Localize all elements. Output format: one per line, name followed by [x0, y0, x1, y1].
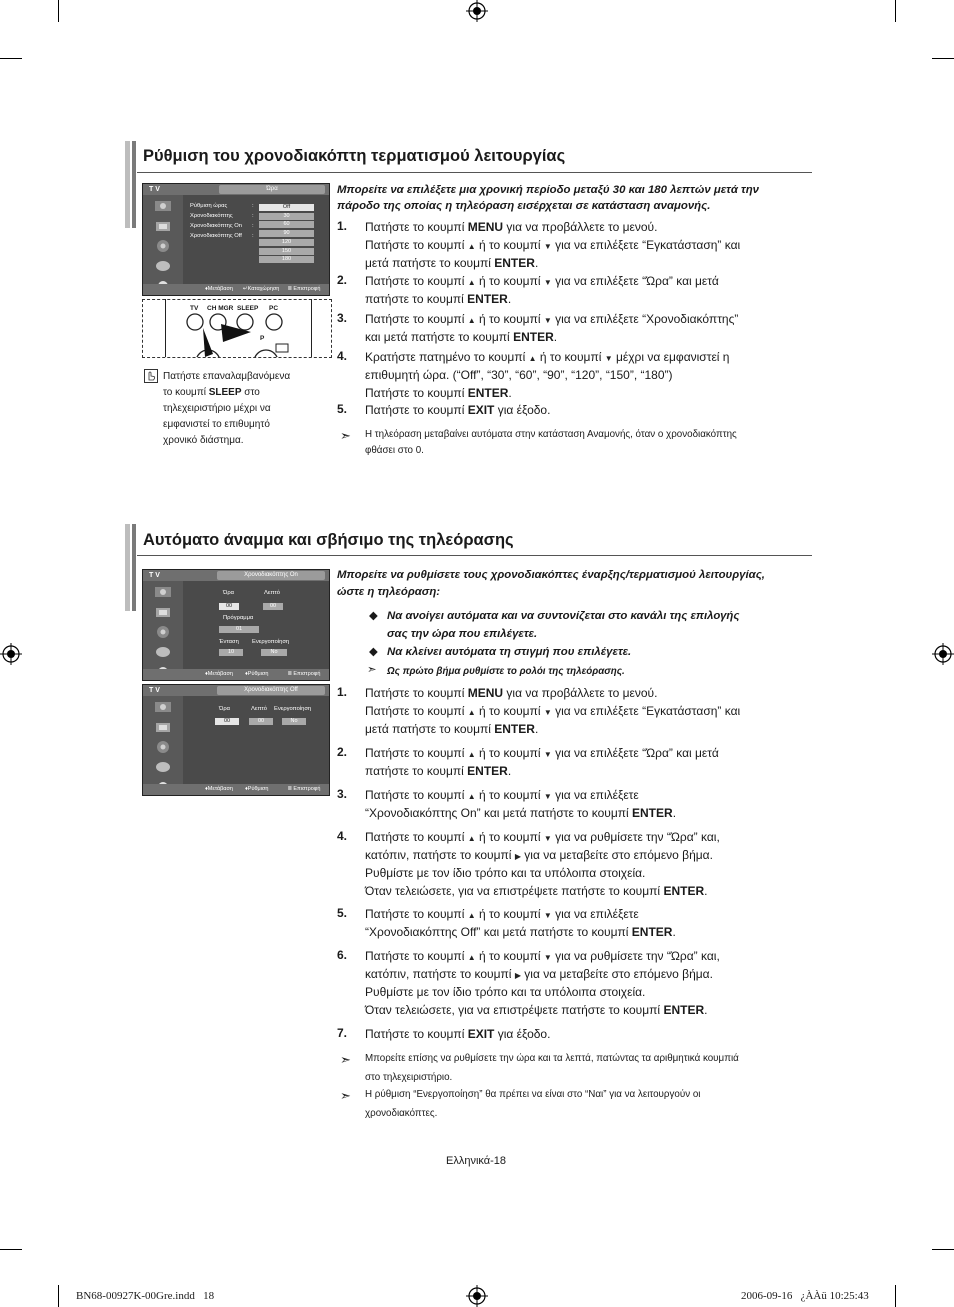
- channel-icon: [154, 740, 172, 754]
- hand-pointer-icon: [144, 369, 158, 383]
- osd-minute-value: 00: [263, 603, 283, 610]
- section-title-auto-on-off: Αυτόματο άναμμα και σβήσιμο της τηλεόρασης: [143, 531, 514, 549]
- step-text: κατόπιν, πατήστε το κουμπί ▶ για να μεταβείτε στο επόμενο βήμα.: [365, 967, 713, 981]
- step-text: Πατήστε το κουμπί ▲ ή το κουμπί ▼ για να επιλέξετε: [365, 907, 639, 921]
- note-text: χρονοδιακόπτες.: [365, 1108, 438, 1119]
- page-number: Ελληνικά-18: [446, 1155, 507, 1167]
- crop-mark: [932, 1249, 954, 1250]
- remote-buttons-icon: [183, 312, 333, 357]
- note-text: Η ρύθμιση “Ενεργοποίηση” θα πρέπει να είναι στο “Ναι” για να λειτουργούν οι: [365, 1089, 701, 1100]
- step-text: Πατήστε το κουμπί EXIT για έξοδο.: [365, 1027, 551, 1041]
- osd-footer-adjust: ♦Ρύθμιση: [245, 786, 269, 792]
- remote-label-sleep: SLEEP: [237, 305, 259, 312]
- channel-icon: [154, 239, 172, 253]
- hint-text: εμφανιστεί το επιθυμητό: [163, 419, 270, 430]
- step-text: Πατήστε το κουμπί ▲ ή το κουμπί ▼ για να επιλέξετε: [365, 788, 639, 802]
- osd-activation-value: No: [282, 718, 306, 725]
- registration-mark-icon: [0, 643, 22, 665]
- intro-text: Μπορείτε να επιλέξετε μια χρονική περίοδο μεταξύ 30 και 180 λεπτών μετά την: [337, 184, 760, 196]
- osd-row-label: Χρονοδιακόπτης On: [190, 223, 242, 229]
- step-text: Πατήστε το κουμπί EXIT για έξοδο.: [365, 403, 551, 417]
- osd-volume-label: Ένταση: [219, 639, 239, 645]
- osd-footer-move: ♦Μετάβαση: [205, 786, 233, 792]
- hint-text: χρονικό διάστημα.: [163, 435, 244, 446]
- step-text: Πατήστε το κουμπί MENU για να προβάλλετε το μενού.: [365, 220, 658, 234]
- slug-filename: BN68-00927K-00Gre.indd 18: [76, 1290, 215, 1302]
- note-arrow-icon: ➣: [367, 664, 377, 676]
- intro-text: ώστε η τηλεόραση:: [337, 586, 441, 598]
- note-text: φθάσει στο 0.: [365, 445, 424, 456]
- section-divider: [137, 555, 812, 556]
- step-number: 5.: [337, 906, 348, 920]
- hint-text: Πατήστε επαναλαμβανόμενα: [163, 371, 291, 382]
- osd-option: 60: [259, 221, 314, 228]
- osd-footer-adjust: ♦Ρύθμιση: [245, 671, 269, 677]
- osd-option: 180: [259, 256, 314, 263]
- channel-icon: [154, 625, 172, 639]
- first-step-note: Ως πρώτο βήμα ρυθμίστε το ρολόι της τηλεόρασης.: [387, 666, 625, 677]
- note-arrow-icon: ➣: [340, 428, 351, 443]
- registration-mark-icon: [466, 0, 488, 22]
- step-number: 3.: [337, 787, 348, 801]
- bullet-diamond-icon: ◆: [369, 610, 378, 622]
- crop-mark: [0, 1249, 22, 1250]
- osd-option: 90: [259, 230, 314, 237]
- osd-row-label: Χρονοδιακόπτης Off: [190, 233, 242, 239]
- crop-mark: [895, 1285, 896, 1307]
- setup-icon: [154, 645, 172, 659]
- osd-option: 30: [259, 213, 314, 220]
- slug-date: 2006-09-16 ¿ÀÀü 10:25:43: [741, 1290, 869, 1302]
- osd-timer-off-menu: [142, 684, 330, 796]
- hint-text: το κουμπί SLEEP στο: [163, 387, 260, 398]
- osd-option: Off: [259, 204, 314, 211]
- remote-label-pc: PC: [269, 305, 279, 312]
- osd-title: Χρονοδιακόπτης Off: [217, 686, 325, 695]
- bullet-text: Να κλείνει αυτόματα τη στιγμή που επιλέγετε.: [387, 646, 632, 658]
- sound-icon: [154, 720, 172, 734]
- step-text: Όταν τελειώσετε, για να επιστρέψετε πατήστε το κουμπί ENTER.: [365, 1003, 708, 1017]
- setup-icon: [154, 259, 172, 273]
- step-text: μετά πατήστε το κουμπί ENTER.: [365, 722, 539, 736]
- section-marker-bar: [125, 524, 130, 611]
- note-text: Η τηλεόραση μεταβαίνει αυτόματα στην κατάσταση Αναμονής, όταν ο χρονοδιακόπτης: [365, 429, 737, 440]
- osd-activation-value: No: [261, 649, 287, 656]
- osd-minute-label: Λεπτό: [264, 590, 280, 596]
- step-text: Ρυθμίστε με τον ίδιο τρόπο και τα υπόλοιπα στοιχεία.: [365, 866, 646, 880]
- osd-hour-label: Ώρα: [219, 706, 231, 712]
- hint-text: τηλεχειριστήριο μέχρι να: [163, 403, 271, 414]
- step-number: 1.: [337, 219, 348, 233]
- step-text: Όταν τελειώσετε, για να επιστρέψετε πατήστε το κουμπί ENTER.: [365, 884, 708, 898]
- osd-minute-value: 00: [249, 718, 273, 725]
- remote-label-p: P: [260, 335, 265, 342]
- step-number: 3.: [337, 311, 348, 325]
- remote-label-ch-mgr: CH MGR: [207, 305, 234, 312]
- crop-mark: [895, 0, 896, 22]
- osd-timer-on-menu: [142, 569, 330, 681]
- osd-footer-move: ♦Μετάβαση: [205, 671, 233, 677]
- osd-hour-value: 00: [219, 603, 239, 610]
- note-text: στο τηλεχειριστήριο.: [365, 1072, 453, 1083]
- osd-time-menu: T V Ώρα Ρύθμιση ώρας Χρονοδιακόπτης Χρονοδιακόπτης On Χρονοδιακόπτης Off : : : : ♦Μετάβαση ↵Καταχώρηση Ⅲ Επιστροφή Off 30 60 90 120 150 180: [142, 183, 330, 296]
- step-text: και μετά πατήστε το κουμπί ENTER.: [365, 330, 558, 344]
- sound-icon: [154, 605, 172, 619]
- osd-footer-return: Ⅲ Επιστροφή: [288, 671, 321, 677]
- osd-minute-label: Λεπτό: [251, 706, 267, 712]
- bullet-text: σας την ώρα που επιλέγετε.: [387, 628, 538, 640]
- step-text: πατήστε το κουμπί ENTER.: [365, 292, 512, 306]
- note-text: Μπορείτε επίσης να ρυθμίσετε την ώρα και τα λεπτά, πατώντας τα αριθμητικά κουμπιά: [365, 1053, 739, 1064]
- bullet-diamond-icon: ◆: [369, 646, 378, 658]
- step-number: 2.: [337, 745, 348, 759]
- osd-tv-label: T V: [149, 687, 160, 694]
- bullet-text: Να ανοίγει αυτόματα και να συντονίζεται στο κανάλι της επιλογής: [387, 610, 740, 622]
- picture-icon: [154, 585, 172, 599]
- crop-mark: [58, 1285, 59, 1307]
- section-divider: [137, 172, 812, 173]
- osd-program-label: Πρόγραμμα: [223, 615, 254, 621]
- step-text: Πατήστε το κουμπί MENU για να προβάλλετε το μενού.: [365, 686, 658, 700]
- osd-hour-value: 00: [215, 718, 239, 725]
- crop-mark: [0, 58, 22, 59]
- step-text: μετά πατήστε το κουμπί ENTER.: [365, 256, 539, 270]
- osd-footer-enter: ↵Καταχώρηση: [243, 286, 280, 292]
- osd-hour-label: Ώρα: [223, 590, 235, 596]
- intro-text: Μπορείτε να ρυθμίσετε τους χρονοδιακόπτες έναρξης/τερματισμού λειτουργίας,: [337, 569, 765, 581]
- osd-option: 150: [259, 248, 314, 255]
- osd-tv-label: T V: [149, 186, 160, 193]
- step-number: 4.: [337, 349, 348, 363]
- step-text: Πατήστε το κουμπί ENTER.: [365, 386, 512, 400]
- note-arrow-icon: ➣: [340, 1088, 351, 1103]
- section-marker-bar: [132, 524, 136, 611]
- note-arrow-icon: ➣: [340, 1052, 351, 1067]
- section-marker-bar: [132, 141, 136, 228]
- remote-label-tv: TV: [190, 305, 199, 312]
- step-text: “Χρονοδιακόπτης On” και μετά πατήστε το κουμπί ENTER.: [365, 806, 677, 820]
- step-text: επιθυμητή ώρα. (“Off”, “30”, “60”, “90”, “120”, “150”, “180”): [365, 368, 673, 382]
- step-number: 1.: [337, 685, 348, 699]
- registration-mark-icon: [932, 643, 954, 665]
- step-text: Πατήστε το κουμπί ▲ ή το κουμπί ▼ για να επιλέξετε “Εγκατάσταση” και: [365, 704, 741, 718]
- crop-mark: [58, 0, 59, 22]
- osd-program-value: 01: [219, 626, 259, 633]
- osd-row-label: Χρονοδιακόπτης: [190, 213, 233, 219]
- osd-footer-return: Ⅲ Επιστροφή: [288, 286, 321, 292]
- section-marker-bar: [125, 141, 130, 228]
- osd-activation-label: Ενεργοποίηση: [252, 639, 290, 645]
- remote-control-illustration: [142, 299, 332, 358]
- step-number: 4.: [337, 829, 348, 843]
- step-text: Πατήστε το κουμπί ▲ ή το κουμπί ▼ για να επιλέξετε “Εγκατάσταση” και: [365, 238, 741, 252]
- step-text: Κρατήστε πατημένο το κουμπί ▲ ή το κουμπί ▼ μέχρι να εμφανιστεί η: [365, 350, 730, 364]
- step-text: “Χρονοδιακόπτης Off” και μετά πατήστε το κουμπί ENTER.: [365, 925, 676, 939]
- picture-icon: [154, 700, 172, 714]
- step-text: Πατήστε το κουμπί ▲ ή το κουμπί ▼ για να ρυθμίσετε την “Ώρα” και,: [365, 830, 720, 844]
- osd-option: 120: [259, 239, 314, 246]
- crop-mark: [932, 58, 954, 59]
- osd-footer-move: ♦Μετάβαση: [205, 286, 233, 292]
- registration-mark-icon: [466, 1285, 488, 1307]
- osd-title: Ώρα: [219, 185, 325, 194]
- step-number: 6.: [337, 948, 348, 962]
- osd-tv-label: T V: [149, 572, 160, 579]
- intro-text: πάροδο της οποίας η τηλεόραση εισέρχεται σε κατάσταση αναμονής.: [337, 200, 711, 212]
- step-text: κατόπιν, πατήστε το κουμπί ▶ για να μεταβείτε στο επόμενο βήμα.: [365, 848, 713, 862]
- step-text: πατήστε το κουμπί ENTER.: [365, 764, 512, 778]
- osd-title: Χρονοδιακόπτης On: [217, 571, 325, 580]
- osd-footer-return: Ⅲ Επιστροφή: [288, 786, 321, 792]
- step-number: 7.: [337, 1026, 348, 1040]
- section-title-sleep-timer: Ρύθμιση του χρονοδιακόπτη τερματισμού λειτουργίας: [143, 147, 566, 165]
- osd-volume-value: 10: [219, 649, 243, 656]
- osd-activation-label: Ενεργοποίηση: [274, 706, 312, 712]
- setup-icon: [154, 760, 172, 774]
- sound-icon: [154, 219, 172, 233]
- step-number: 5.: [337, 402, 348, 416]
- picture-icon: [154, 199, 172, 213]
- step-text: Πατήστε το κουμπί ▲ ή το κουμπί ▼ για να ρυθμίσετε την “Ώρα” και,: [365, 949, 720, 963]
- step-text: Πατήστε το κουμπί ▲ ή το κουμπί ▼ για να επιλέξετε “Ώρα” και μετά: [365, 746, 719, 760]
- step-number: 2.: [337, 273, 348, 287]
- step-text: Πατήστε το κουμπί ▲ ή το κουμπί ▼ για να επιλέξετε “Χρονοδιακόπτης”: [365, 312, 739, 326]
- step-text: Πατήστε το κουμπί ▲ ή το κουμπί ▼ για να επιλέξετε “Ώρα” και μετά: [365, 274, 719, 288]
- osd-row-label: Ρύθμιση ώρας: [190, 203, 228, 209]
- step-text: Ρυθμίστε με τον ίδιο τρόπο και τα υπόλοιπα στοιχεία.: [365, 985, 646, 999]
